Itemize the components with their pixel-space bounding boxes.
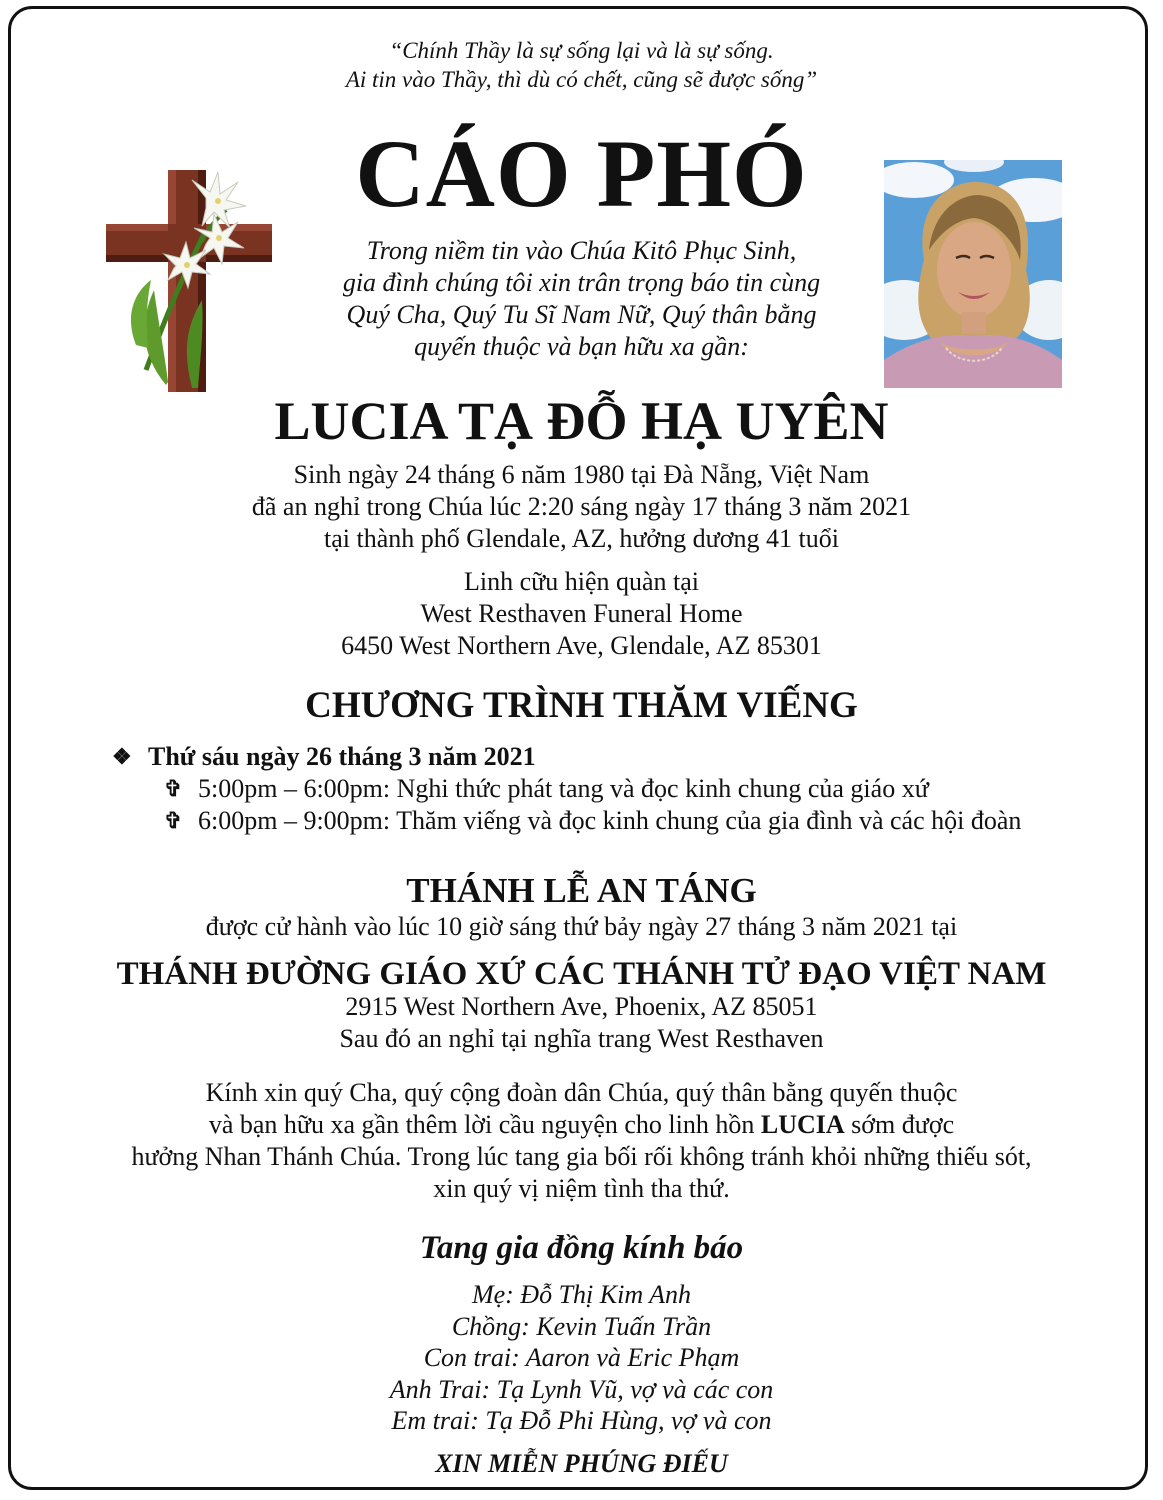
church-name: THÁNH ĐƯỜNG GIÁO XỨ CÁC THÁNH TỬ ĐẠO VIỆT NAM xyxy=(116,956,1047,992)
funeral-home-info xyxy=(0,566,1163,662)
cross-bullet-icon: ✞ xyxy=(164,808,183,833)
church-address-block xyxy=(0,991,1163,1055)
family-member: Chồng: Kevin Tuấn Trần xyxy=(451,1311,712,1341)
request-line-4: xin quý vị niệm tình tha thứ. xyxy=(433,1174,730,1203)
visitation-date-text: Thứ sáu ngày 26 tháng 3 năm 2021 xyxy=(148,742,536,771)
visitation-schedule xyxy=(112,741,1021,837)
family-member: Em trai: Tạ Đỗ Phi Hùng, vợ và con xyxy=(391,1406,772,1435)
cross-bullet-icon: ✞ xyxy=(164,776,183,801)
closing-note: XIN MIỄN PHÚNG ĐIẾU xyxy=(435,1449,728,1478)
family-heading: Tang gia đồng kính báo xyxy=(419,1230,744,1266)
birth-line-3: tại thành phố Glendale, AZ, hưởng dương 41 tuổi xyxy=(324,524,839,553)
funeral-home-line-2: West Resthaven Funeral Home xyxy=(420,599,743,628)
intro-line-4: quyến thuộc và bạn hữu xa gần: xyxy=(414,332,749,361)
bible-quote xyxy=(0,36,1163,94)
funeral-home-line-3: 6450 West Northern Ave, Glendale, AZ 85301 xyxy=(341,631,822,660)
intro-line-3: Quý Cha, Quý Tu Sĩ Nam Nữ, Quý thân bằng xyxy=(346,300,817,329)
visitation-heading: CHƯƠNG TRÌNH THĂM VIẾNG xyxy=(305,685,858,726)
funeral-mass-time: được cử hành vào lúc 10 giờ sáng thứ bảy ngày 27 tháng 3 năm 2021 tại xyxy=(205,912,958,941)
family-members xyxy=(0,1279,1163,1437)
family-member: Con trai: Aaron và Eric Phạm xyxy=(423,1343,740,1372)
burial-info: Sau đó an nghỉ tại nghĩa trang West Resthaven xyxy=(339,1024,824,1053)
church-address: 2915 West Northern Ave, Phoenix, AZ 85051 xyxy=(345,992,818,1021)
intro-line-2: gia đình chúng tôi xin trân trọng báo tin cùng xyxy=(342,268,821,297)
diamond-bullet-icon: ❖ xyxy=(112,744,132,769)
visitation-item xyxy=(112,805,1021,837)
birth-death-info xyxy=(0,459,1163,555)
family-member: Mẹ: Đỗ Thị Kim Anh xyxy=(471,1280,692,1309)
quote-line-2: Ai tin vào Thầy, thì dù có chết, cũng sẽ được sống” xyxy=(345,67,818,92)
page-title: CÁO PHÓ xyxy=(355,120,808,227)
funeral-mass-heading: THÁNH LỄ AN TÁNG xyxy=(406,871,757,910)
intro-text xyxy=(0,235,1163,363)
request-line-2-end: sớm được xyxy=(844,1110,955,1139)
visitation-item-text: 5:00pm – 6:00pm: Nghi thức phát tang và đọc kinh chung của giáo xứ xyxy=(198,774,929,803)
request-line-3: hưởng Nhan Thánh Chúa. Trong lúc tang gia bối rối không tránh khỏi những thiếu sót, xyxy=(131,1142,1032,1171)
prayer-request xyxy=(0,1077,1163,1205)
birth-line-2: đã an nghỉ trong Chúa lúc 2:20 sáng ngày 17 tháng 3 năm 2021 xyxy=(251,492,912,521)
family-member: Anh Trai: Tạ Lynh Vũ, vợ và các con xyxy=(389,1374,774,1404)
visitation-item xyxy=(112,773,1021,805)
funeral-home-line-1: Linh cữu hiện quàn tại xyxy=(463,567,700,596)
intro-line-1: Trong niềm tin vào Chúa Kitô Phục Sinh, xyxy=(366,236,797,265)
quote-line-1: “Chính Thầy là sự sống lại và là sự sống. xyxy=(389,38,774,63)
birth-line-1: Sinh ngày 24 tháng 6 năm 1980 tại Đà Nẵng, Việt Nam xyxy=(293,460,870,489)
visitation-item-text: 6:00pm – 9:00pm: Thăm viếng và đọc kinh chung của gia đình và các hội đoàn xyxy=(198,806,1022,835)
visitation-date xyxy=(112,741,1021,773)
request-line-2-start: và bạn hữu xa gần thêm lời cầu nguyện cho linh hồn xyxy=(208,1110,761,1139)
deceased-name: LUCIA TẠ ĐỖ HẠ UYÊN xyxy=(274,391,889,451)
request-line-1: Kính xin quý Cha, quý cộng đoàn dân Chúa, quý thân bằng quyến thuộc xyxy=(205,1078,958,1107)
request-line-2 xyxy=(0,1109,1163,1141)
request-name-highlight: LUCIA xyxy=(760,1110,845,1139)
